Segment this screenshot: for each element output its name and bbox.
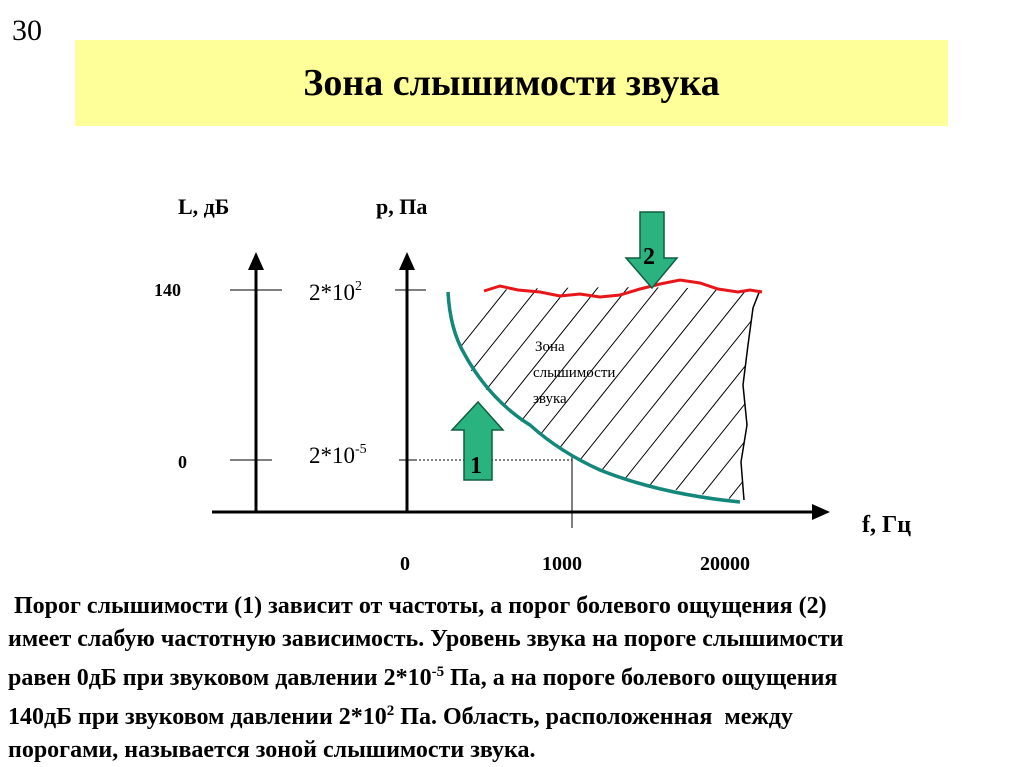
zone-label-line1: Зона: [535, 339, 565, 355]
L-tick-label-0: 0: [178, 452, 187, 472]
line3-text-a: равен 0дБ при звуковом давлении 2*10: [8, 665, 432, 691]
paragraph-line-2: имеет слабую частотную зависимость. Уровень звука на пороге слышимости: [8, 626, 844, 652]
L-tick-label-140: 140: [154, 280, 181, 300]
paragraph-line-5: порогами, называется зоной слышимости звука.: [8, 737, 536, 763]
p-axis-label: p, Па: [376, 194, 428, 219]
f-tick-label-1000: 1000: [542, 553, 582, 575]
L-axis-arrowhead: [248, 252, 264, 270]
slide-title: Зона слышимости звука: [303, 62, 720, 104]
pain-threshold-curve: [484, 280, 762, 297]
line1-text: Порог слышимости (1) зависит от частоты, а порог болевого ощущения (2): [8, 593, 827, 619]
line4-text-a: 140дБ при звуковом давлении 2*10: [8, 704, 387, 730]
arrow-2-label: 2: [643, 244, 655, 270]
f-axis-label: f, Гц: [862, 512, 912, 538]
paragraph-line-4: [8, 695, 1013, 734]
f-tick-label-0: 0: [400, 553, 410, 575]
arrow-1-label: 1: [470, 453, 482, 479]
line4-text-b: Па. Область, расположенная между: [394, 704, 793, 730]
slide-number: 30: [12, 14, 42, 47]
zone-right-boundary: [741, 290, 760, 500]
zone-label-line2: слышимости: [533, 365, 616, 381]
p-tick-label-bottom: $2*10^{-5}$: [309, 442, 367, 468]
description-paragraph: [8, 590, 1013, 767]
paragraph-line-1: [8, 590, 1013, 623]
line4-superscript: 2: [386, 703, 395, 719]
p-axis-arrowhead: [399, 252, 415, 270]
L-axis-label: L, дБ: [178, 194, 230, 219]
line3-superscript: -5: [431, 664, 445, 680]
hearing-zone-hatch: [290, 260, 920, 560]
f-tick-label-20000: 20000: [700, 553, 750, 575]
paragraph-line-3: [8, 656, 1013, 695]
f-axis-arrowhead: [812, 504, 830, 520]
line3-text-b: Па, а на пороге болевого ощущения: [444, 665, 838, 691]
zone-label-line3: звука: [533, 391, 567, 407]
p-tick-label-top: $2*10^2$: [309, 279, 362, 305]
